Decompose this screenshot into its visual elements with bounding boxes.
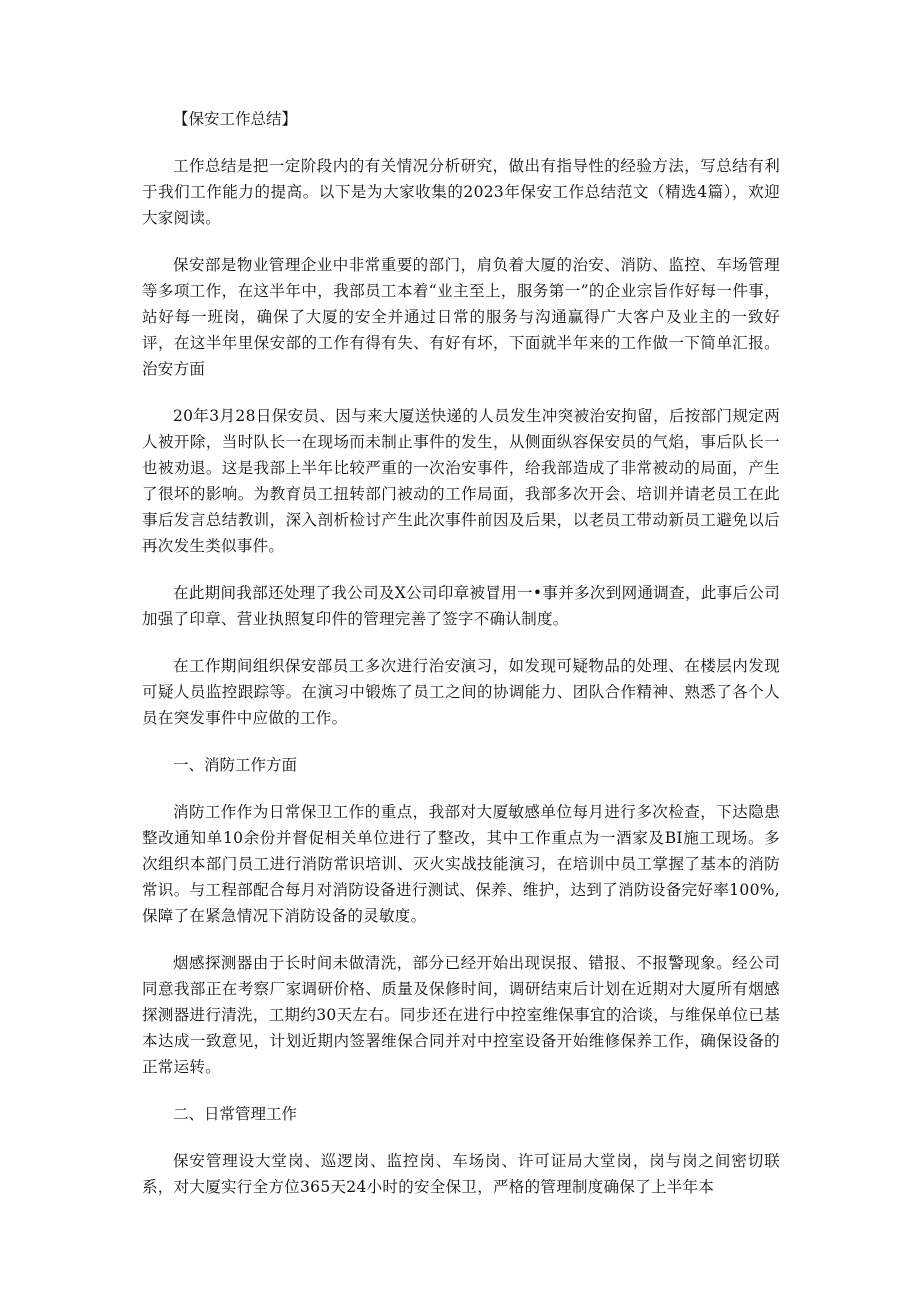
paragraph-overview: 保安部是物业管理企业中非常重要的部门，肩负着大厦的治安、消防、监控、车场管理等多项工作，在这半年中，我部员工本着“业主至上，服务第一”的企业宗旨作好每一件事，站好每一班岗，确保了大厦的安全并通过日常的服务与沟通赢得广大客户及业主的一致好评，在这半年里保安部的工作有得有失、有好有坏，下面就半年来的工作做一下简单汇报。治安方面 <box>142 256 780 378</box>
paragraph-incident: 20年3月28日保安员、因与来大厦送快递的人员发生冲突被治安拘留，后按部门规定两人被开除，当时队长一在现场而未制止事件的发生，从侧面纵容保安员的气焰，事后队长一也被劝退。这是我部上半年比较严重的一次治安事件，给我部造成了非常被动的局面，产生了很坏的影响。为教育员工扭转部门被动的工作局面，我部多次开会、培训并请老员工在此事后发言总结教训，深入剖析检讨产生此次事件前因及后果，以老员工带动新员工避免以后再次发生类似事件。 <box>142 407 780 555</box>
paragraph-seal: 在此期间我部还处理了我公司及X公司印章被冒用一•事并多次到网通调查，此事后公司加强了印章、营业执照复印件的管理完善了签字不确认制度。 <box>142 584 780 628</box>
paragraph-drill: 在工作期间组织保安部员工多次进行治安演习，如发现可疑物品的处理、在楼层内发现可疑人员监控跟踪等。在演习中锻炼了员工之间的协调能力、团队合作精神、熟悉了各个人员在突发事件中应做的工作。 <box>142 657 780 727</box>
intro-paragraph: 工作总结是把一定阶段内的有关情况分析研究，做出有指导性的经验方法，写总结有利于我们工作能力的提高。以下是为大家收集的2023年保安工作总结范文（精选4篇），欢迎大家阅读。 <box>142 157 780 227</box>
document-page <box>142 106 780 1221</box>
section-heading-daily: 二、日常管理工作 <box>173 1105 298 1123</box>
paragraph-daily-management: 保安管理设大堂岗、巡逻岗、监控岗、车场岗、许可证局大堂岗，岗与岗之间密切联系，对大厦实行全方位365天24小时的安全保卫，严格的管理制度确保了上半年本 <box>142 1152 780 1196</box>
paragraph-smoke-detector: 烟感探测器由于长时间未做清洗，部分已经开始出现误报、错报、不报警现象。经公司同意我部正在考察厂家调研价格、质量及保修时间，调研结束后计划在近期对大厦所有烟感探测器进行清洗，工期约30天左右。同步还在进行中控室维保事宜的洽谈，与维保单位已基本达成一致意见，计划近期内签署维保合同并对中控室设备开始维修保养工作，确保设备的正常运转。 <box>142 954 780 1076</box>
section-heading-fire: 一、消防工作方面 <box>173 756 298 774</box>
paragraph-fire-work: 消防工作作为日常保卫工作的重点，我部对大厦敏感单位每月进行多次检查，下达隐患整改通知单10余份并督促相关单位进行了整改，其中工作重点为一酒家及BI施工现场。多次组织本部门员工进行消防常识培训、灭火实战技能演习，在培训中员工掌握了基本的消防常识。与工程部配合每月对消防设备进行测试、保养、维护，达到了消防设备完好率100%,保障了在紧急情况下消防设备的灵敏度。 <box>142 803 780 925</box>
document-title: 【保安工作总结】 <box>173 110 298 128</box>
